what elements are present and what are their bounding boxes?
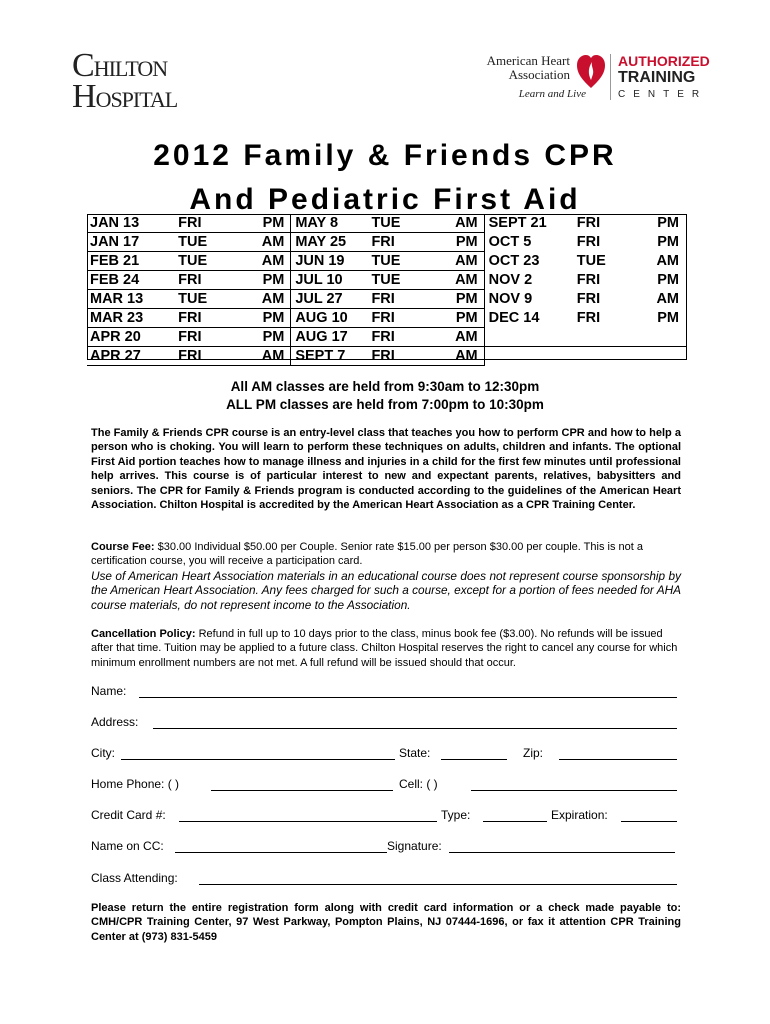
name-field[interactable] — [139, 697, 677, 698]
class-session: AM — [436, 271, 485, 290]
title-line2: And Pediatric First Aid — [189, 183, 581, 216]
cell-field[interactable] — [471, 790, 677, 791]
course-fee — [91, 540, 681, 569]
class-session: AM — [234, 347, 291, 366]
class-attending-row — [91, 871, 691, 889]
class-day: FRI — [369, 347, 435, 366]
class-day: FRI — [369, 233, 435, 252]
hospital-logo-line1: CHILTON — [72, 47, 168, 84]
class-session: PM — [436, 233, 485, 252]
expiration-label: Expiration: — [551, 808, 608, 822]
class-session: AM — [656, 253, 679, 269]
class-date: APR 20 — [87, 328, 176, 347]
schedule-row — [87, 252, 687, 271]
class-date: FEB 21 — [87, 252, 176, 271]
class-date: MAY 8 — [291, 214, 370, 233]
class-date: JAN 13 — [87, 214, 176, 233]
address-field[interactable] — [153, 728, 677, 729]
class-session: PM — [234, 328, 291, 347]
class-date: NOV 2 — [488, 272, 533, 288]
logo-divider — [610, 54, 611, 100]
state-label: State: — [399, 746, 431, 760]
class-day: FRI — [176, 328, 234, 347]
training-label: TRAINING — [618, 69, 696, 86]
schedule-row — [87, 309, 687, 328]
class-day: FRI — [176, 347, 234, 366]
expiration-field[interactable] — [621, 821, 677, 822]
class-date: NOV 9 — [488, 291, 533, 307]
cell-label: Cell: ( ) — [399, 777, 438, 791]
address-row — [91, 715, 691, 733]
class-date: AUG 10 — [291, 309, 370, 328]
class-session: AM — [436, 252, 485, 271]
home-phone-field[interactable] — [211, 790, 393, 791]
aha-training-center-logo — [472, 48, 712, 108]
class-date: JUL 10 — [291, 271, 370, 290]
class-session: PM — [234, 214, 291, 233]
city-label: City: — [91, 746, 115, 760]
am-class-times: All AM classes are held from 9:30am to 12:30pm — [230, 379, 540, 394]
class-date — [484, 328, 575, 347]
aha-org-line2: Association — [508, 67, 570, 82]
name-row — [91, 684, 691, 702]
class-times — [0, 378, 770, 414]
schedule-row — [87, 214, 687, 233]
class-date: SEPT 7 — [291, 347, 370, 366]
class-day: TUE — [369, 271, 435, 290]
class-session: AM — [234, 290, 291, 309]
zip-label: Zip: — [523, 746, 544, 760]
class-session: AM — [436, 214, 485, 233]
class-day — [575, 347, 637, 366]
class-day: FRI — [176, 271, 234, 290]
class-day: FRI — [369, 309, 435, 328]
class-session: PM — [436, 290, 485, 309]
class-day — [575, 328, 637, 347]
signature-label: Signature: — [387, 839, 442, 853]
class-session: PM — [657, 215, 679, 232]
schedule-row — [87, 347, 687, 366]
class-date: JUN 19 — [291, 252, 370, 271]
course-description: The Family & Friends CPR course is an entry-level class that teaches you how to perform CPR and how to help a person who is choking. You will learn to perform these techniques on adults, children and infants. The optional First Aid portion teaches how to manage illness and injuries in a child for the first few minutes until professional help arrives. This course is of particular interest to new and expectant parents, relatives, babysitters and seniors. The CPR for Family & Friends program is conducted according to the guidelines of the American Heart Association. Chilton Hospital is accredited by the American Heart Association as a CPR Training Center. — [91, 427, 681, 512]
zip-field[interactable] — [559, 759, 677, 760]
class-date: JUL 27 — [291, 290, 370, 309]
chilton-hospital-logo — [72, 47, 202, 115]
class-date: MAR 13 — [87, 290, 176, 309]
name-on-cc-row — [91, 839, 691, 857]
class-day: FRI — [576, 310, 601, 326]
phone-row — [91, 777, 691, 795]
class-date: JAN 17 — [87, 233, 176, 252]
class-session: AM — [436, 347, 485, 366]
class-schedule-table — [87, 214, 687, 366]
name-label: Name: — [91, 684, 127, 698]
class-day: TUE — [369, 214, 435, 233]
class-day: FRI — [576, 215, 601, 232]
course-fee-text: $30.00 Individual $50.00 per Couple. Senior rate $15.00 per person $30.00 per couple. This is not a certification course, you will receive a participation card. — [91, 541, 643, 568]
class-day: FRI — [576, 272, 601, 288]
hospital-logo-line2: HOSPITAL — [72, 78, 178, 115]
city-row — [91, 746, 691, 764]
name-on-cc-label: Name on CC: — [91, 839, 164, 853]
class-session: AM — [436, 328, 485, 347]
class-session: PM — [436, 309, 485, 328]
class-session: AM — [656, 291, 679, 307]
class-date: FEB 24 — [87, 271, 176, 290]
authorized-label: AUTHORIZED — [618, 53, 710, 69]
class-date: OCT 23 — [488, 253, 540, 269]
class-date — [484, 347, 575, 366]
class-session — [637, 328, 687, 347]
class-date: OCT 5 — [488, 234, 532, 250]
class-date: MAR 23 — [87, 309, 176, 328]
aha-tagline: Learn and Live — [518, 88, 586, 100]
class-day: TUE — [576, 253, 606, 269]
city-field[interactable] — [121, 759, 395, 760]
card-type-label: Type: — [441, 808, 471, 822]
home-phone-label: Home Phone: ( ) — [91, 777, 180, 791]
aha-disclaimer: Use of American Heart Association materials in an educational course does not represent course sponsorship by the American Heart Association. Any fees charged for such a course, except for a portion of fees needed for AHA course materials, do not represent income to the Association. — [91, 569, 681, 612]
class-day: TUE — [176, 233, 234, 252]
return-instructions: Please return the entire registration form along with credit card information or a check made payable to: CMH/CPR Training Center, 97 West Parkway, Pompton Plains, NJ 07444-1696, or fax it attention CPR Training Center at (973) 831-5459 — [91, 902, 681, 943]
class-day: FRI — [369, 290, 435, 309]
class-attending-field[interactable] — [199, 884, 677, 885]
card-type-field[interactable] — [483, 821, 547, 822]
class-day: FRI — [176, 214, 234, 233]
cancellation-text: Refund in full up to 10 days prior to the class, minus book fee ($3.00). No refunds will be issued after that time. Tuition may be applied to a future class. Chilton Hospital reserves the right to cancel any course for which minimum enrollment numbers are not met. A full refund will be issued should that occur. — [91, 628, 678, 669]
aha-org-name — [472, 54, 570, 82]
class-session: PM — [234, 271, 291, 290]
schedule-row — [87, 271, 687, 290]
class-day: FRI — [369, 328, 435, 347]
credit-card-field[interactable] — [179, 821, 437, 822]
class-session: PM — [657, 272, 679, 288]
cancellation-policy — [91, 627, 681, 670]
credit-card-label: Credit Card #: — [91, 808, 166, 822]
class-session: PM — [657, 310, 679, 326]
class-day: TUE — [176, 290, 234, 309]
credit-card-row — [91, 808, 691, 826]
center-label: CENTER — [618, 89, 708, 100]
class-date: SEPT 21 — [488, 215, 547, 232]
class-day: TUE — [176, 252, 234, 271]
class-day: TUE — [369, 252, 435, 271]
cancellation-label: Cancellation Policy: — [91, 628, 196, 640]
course-fee-label: Course Fee: — [91, 541, 155, 553]
class-session: AM — [234, 233, 291, 252]
class-day: FRI — [576, 234, 601, 250]
pm-class-times: ALL PM classes are held from 7:00pm to 10:30pm — [226, 397, 544, 412]
class-session — [637, 347, 687, 366]
signature-field[interactable] — [449, 852, 675, 853]
title-line1: 2012 Family & Friends CPR — [153, 139, 617, 172]
class-attending-label: Class Attending: — [91, 871, 178, 885]
schedule-row — [87, 290, 687, 309]
schedule-row — [87, 233, 687, 252]
class-day: FRI — [176, 309, 234, 328]
heart-torch-icon — [576, 50, 606, 90]
state-field[interactable] — [441, 759, 507, 760]
name-on-cc-field[interactable] — [175, 852, 387, 853]
class-session: PM — [657, 234, 679, 250]
class-session: AM — [234, 252, 291, 271]
aha-org-line1: American Heart — [486, 53, 570, 68]
class-date: MAY 25 — [291, 233, 370, 252]
address-label: Address: — [91, 715, 139, 729]
class-date: DEC 14 — [488, 310, 540, 326]
class-date: AUG 17 — [291, 328, 370, 347]
class-session: PM — [234, 309, 291, 328]
schedule-row — [87, 328, 687, 347]
class-date: APR 27 — [87, 347, 176, 366]
page-title — [0, 134, 770, 222]
class-day: FRI — [576, 291, 601, 307]
